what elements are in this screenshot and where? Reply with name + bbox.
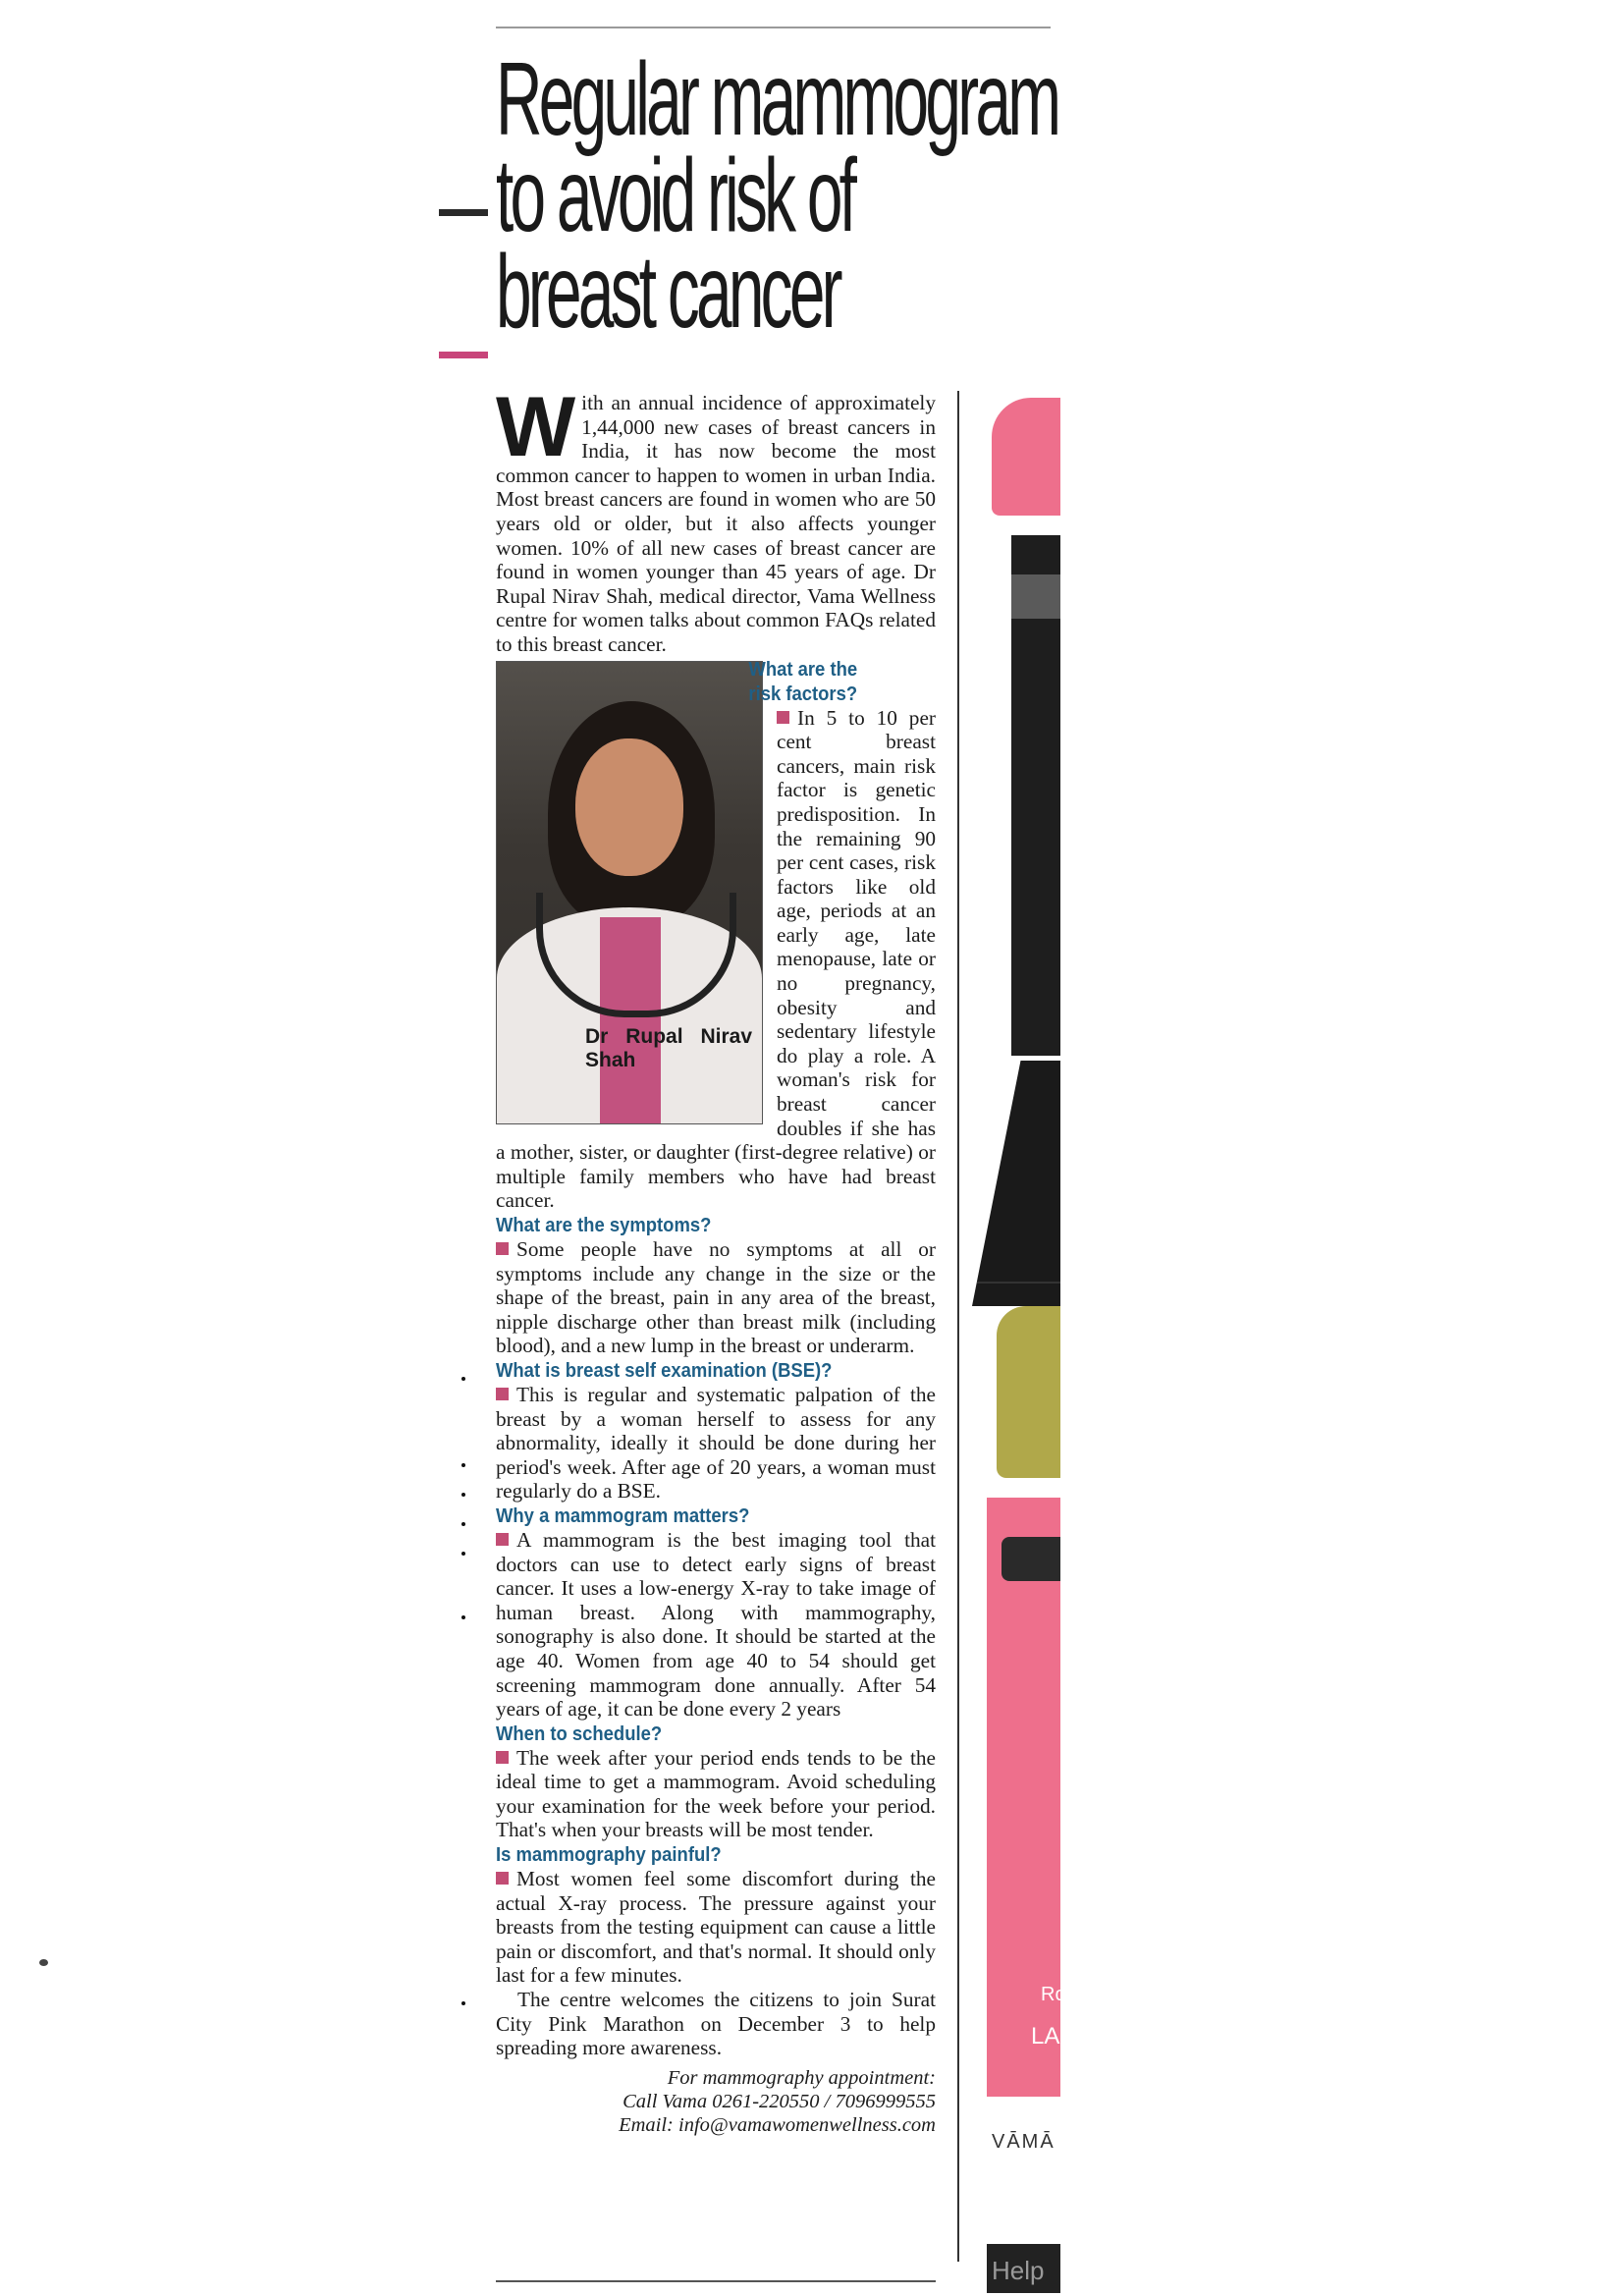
section-answer: A mammogram is the best imaging tool that doctors can use to detect early signs of breast cancer. It uses a low-energy X-ray to take image of human breast. Along with mammography, sonography is also done. It should be started at the age 40. Women from age 40 to 54 should get screening mammogram done annually. After 54 years of age, it can be done every 2 years xyxy=(496,1527,936,1722)
scan-speck xyxy=(461,1552,465,1556)
contact-phone: Call Vama 0261-220550 / 7096999555 xyxy=(623,2090,936,2112)
ad-dark-image-band xyxy=(1011,574,1060,619)
ad-vama-logo: VĀMĀ xyxy=(992,2131,1056,2153)
section-question: Is mammography painful? xyxy=(496,1843,722,1867)
headline-dash xyxy=(439,209,488,216)
section-answer: In 5 to 10 per cent breast cancers, main risk factor is genetic predisposition. In the remaining 90 per cent cases, risk factors like old age, periods at an early age, late menopause, late or no pregnancy, obesity and sedentary lifestyle do play a role. A woman's risk for breast cancer doubles if she has a mother, sister, or daughter (first-degree relative) or multiple family members who have had breast cancer. xyxy=(496,705,936,1213)
section-question: What is breast self examination (BSE)? xyxy=(496,1358,833,1382)
doctor-photo xyxy=(496,661,763,1124)
section-question: What are the symptoms? xyxy=(496,1214,712,1236)
scan-speck xyxy=(461,1463,465,1467)
ad-fragment-help: Help xyxy=(992,2256,1045,2285)
photo-caption: Dr Rupal Nirav Shah xyxy=(585,1024,752,1071)
contact-email: Email: info@vamawomenwellness.com xyxy=(619,2113,936,2136)
section-question: When to schedule? xyxy=(496,1722,663,1745)
headline-line-2: to avoid risk of xyxy=(496,137,854,253)
section-question: What are the risk factors? xyxy=(748,657,858,705)
article-body xyxy=(496,380,936,2137)
drop-cap: W xyxy=(496,380,576,474)
bullet-icon xyxy=(496,1872,509,1885)
bullet-icon xyxy=(496,1533,509,1546)
ad-fragment-ro: Ro xyxy=(1041,1984,1066,2005)
ad-dark-wedge xyxy=(972,1061,1060,1306)
ad-olive-block xyxy=(997,1306,1060,1478)
section-answer: The week after your period ends tends to be the ideal time to get a mammogram. Avoid scheduling your examination for the week before your period. That's when your breasts will be most tender. xyxy=(496,1745,936,1842)
scan-speck xyxy=(461,1493,465,1497)
section-question: Why a mammogram matters? xyxy=(496,1503,750,1527)
section-answer: Some people have no symptoms at all or symptoms include any change in the size or the shape of the breast, pain in any area of the breast, nipple discharge other than breast milk (including blood), and a new lump in the breast or underarm. xyxy=(496,1237,936,1358)
scan-speck xyxy=(39,1959,48,1966)
headline-line-3: breast cancer xyxy=(496,234,839,350)
contact-block xyxy=(496,2066,936,2137)
closing-paragraph: The centre welcomes the citizens to join Surat City Pink Marathon on December 3 to help spreading more awareness. xyxy=(496,1988,936,2060)
bullet-icon xyxy=(777,711,789,724)
ad-pink-panel xyxy=(987,1498,1060,2097)
bullet-icon xyxy=(496,1751,509,1764)
ad-divider xyxy=(977,1282,1060,1284)
intro-paragraph xyxy=(496,380,936,657)
scan-speck xyxy=(461,2001,465,2005)
ad-border xyxy=(957,391,959,2262)
contact-line-1: For mammography appointment: xyxy=(667,2066,936,2089)
section-answer: Most women feel some discomfort during the actual X-ray process. The pressure against your breasts from the testing equipment can cause a little pain or discomfort, and that's normal. It should only last for a few minutes. xyxy=(496,1867,936,1988)
ad-fragment-la: LA xyxy=(1031,2023,1060,2050)
headline xyxy=(496,41,1058,350)
ad-logo-badge xyxy=(1001,1537,1060,1581)
scan-speck xyxy=(461,1615,465,1619)
intro-text: ith an annual incidence of approximately 1,44,000 new cases of breast cancers in India, it has now become the most common cancer to happen to women in urban India. Most breast cancers are found in women who are 50 years old or older, but it also affects younger women. 10% of all new cases of breast cancer are found in women younger than 45 years of age. Dr Rupal Nirav Shah, medical director, Vama Wellness centre for women talks about common FAQs related to this breast cancer. xyxy=(496,391,936,656)
scan-speck xyxy=(461,1377,465,1381)
bullet-icon xyxy=(496,1388,509,1400)
bullet-icon xyxy=(496,1242,509,1255)
photo-face xyxy=(575,738,683,876)
ad-pink-block-top xyxy=(992,398,1060,516)
headline-line-1: Regular mammogram xyxy=(496,41,1058,157)
bottom-rule xyxy=(496,2280,936,2282)
scan-speck xyxy=(461,1522,465,1526)
headline-accent-dash xyxy=(439,352,488,358)
top-rule xyxy=(496,27,1051,28)
section-answer: This is regular and systematic palpation of the breast by a woman herself to assess for any abnormality, ideally it should be done during her period's week. After age of 20 years, a woman must regularly do a BSE. xyxy=(496,1382,936,1503)
